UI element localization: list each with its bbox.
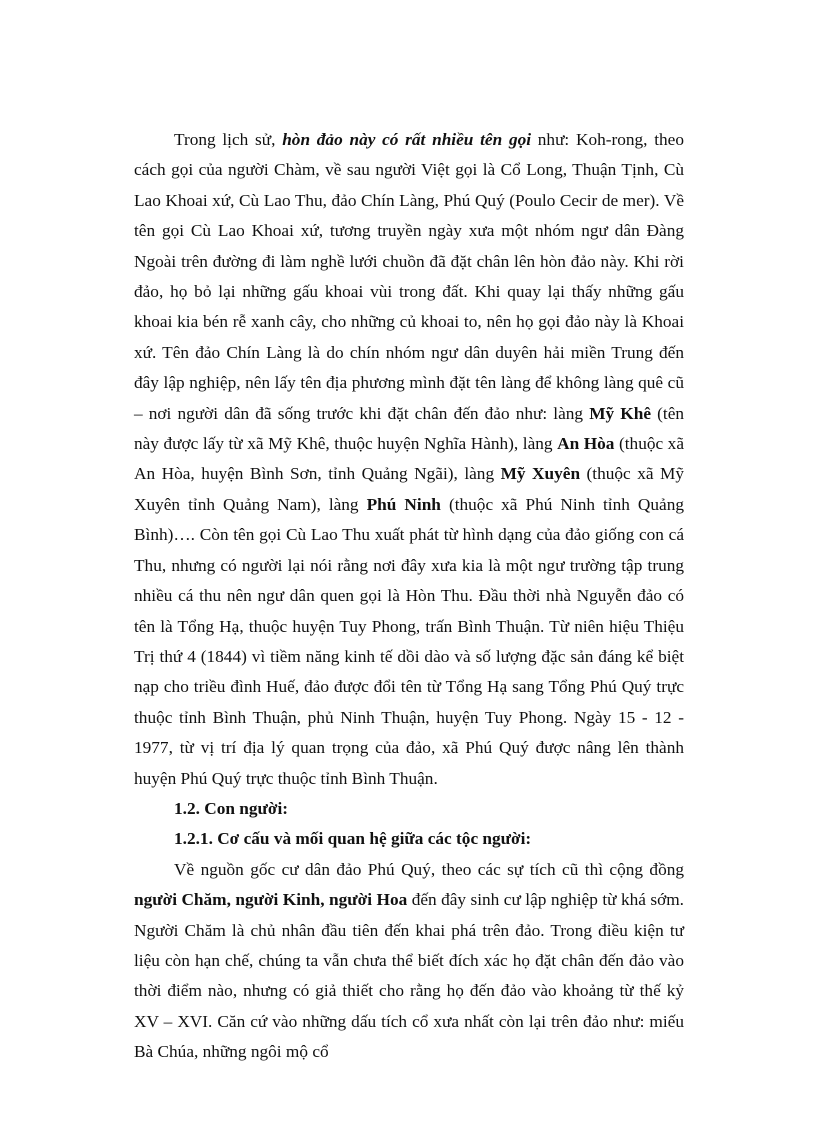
- subsection-heading-ethnic-structure: 1.2.1. Cơ cấu và mối quan hệ giữa các tộc người:: [174, 829, 532, 849]
- document-body: [134, 125, 684, 1068]
- ethnic-groups-text: người Chăm, người Kinh, người Hoa: [134, 890, 408, 910]
- text-run: như: Koh-rong, theo cách gọi của người Chàm, về sau người Việt gọi là Cổ Long, Thuận Tịnh, Cù Lao Khoai xứ, Cù Lao Thu, đảo Chín Làng, Phú Quý (Poulo Cecir de mer). Về tên gọi Cù Lao Khoai xứ, tương truyền ngày xưa một nhóm ngư dân Đàng Ngoài trên đường đi làm nghề lưới chuồn đã đặt chân lên hòn đảo này. Khi rời đảo, họ bỏ lại những gấu khoai vùi trong đất. Khi quay lại thấy những gấu khoai kia bén rễ xanh cây, cho những củ khoai to, nên họ gọi đảo này là Khoai xứ. Tên đảo Chín Làng là do chín nhóm ngư dân duyên hải miền Trung đến đây lập nghiệp, nên lấy tên địa phương mình đặt tên làng để không làng quê cũ – nơi người dân đã sống trước khi đặt chân đến đảo như: làng: [134, 130, 684, 423]
- section-heading-people: 1.2. Con người:: [174, 798, 289, 818]
- village-name-an-hoa: An Hòa: [557, 434, 615, 454]
- text-run: (thuộc xã Mỹ Xuyên tỉnh Quảng Nam), làng: [134, 464, 685, 514]
- emphasis-text: hòn đảo này có rất nhiều tên gọi: [282, 130, 532, 149]
- text-run: (thuộc xã Phú Ninh tỉnh Quảng Bình)…. Còn tên gọi Cù Lao Thu xuất phát từ hình dạng của đảo giống con cá Thu, nhưng có người lại nói rằng nơi đây xưa kia là một ngư trường tập trung nhiều cá thu nên ngư dân quen gọi là Hòn Thu. Đầu thời nhà Nguyễn đảo có tên là Tổng Hạ, thuộc huyện Tuy Phong, trấn Bình Thuận. Từ niên hiệu Thiệu Trị thứ 4 (1844) vì tiềm năng kinh tế dồi dào và số lượng đặc sản đáng kể biệt nạp cho triều đình Huế, đảo được đổi tên từ Tổng Hạ sang Tổng Phú Quý trực thuộc tỉnh Bình Thuận, phủ Ninh Thuận, huyện Tuy Phong. Ngày 15 - 12 - 1977, từ vị trí địa lý quan trọng của đảo, xã Phú Quý được nâng lên thành huyện Phú Quý trực thuộc tỉnh Bình Thuận.: [134, 494, 684, 788]
- text-run: đến đây sinh cư lập nghiệp từ khá sớm. Người Chăm là chủ nhân đầu tiên đến khai phá trên đảo. Trong điều kiện tư liệu còn hạn chế, chúng ta vẫn chưa thể biết đích xác họ đặt chân đến đảo vào thời điểm nào, nhưng có giả thiết cho rằng họ đến đảo vào khoảng từ thế kỷ XV – XVI. Căn cứ vào những dấu tích cổ xưa nhất còn lại trên đảo như: miếu Bà Chúa, những ngôi mộ cổ: [134, 890, 684, 1062]
- village-name-my-khe: Mỹ Khê: [589, 403, 652, 423]
- paragraph-population-origin: [134, 855, 684, 1068]
- paragraph-island-names: [134, 125, 684, 794]
- village-name-phu-ninh: Phú Ninh: [366, 494, 441, 514]
- text-run: (thuộc xã An Hòa, huyện Bình Sơn, tỉnh Quảng Ngãi), làng: [134, 434, 684, 484]
- text-run: (tên này được lấy từ xã Mỹ Khê, thuộc huyện Nghĩa Hành), làng: [134, 403, 685, 454]
- text-run: Trong lịch sử,: [174, 130, 283, 149]
- text-run: Về nguồn gốc cư dân đảo Phú Quý, theo các sự tích cũ thì cộng đồng: [174, 859, 684, 879]
- village-name-my-xuyen: Mỹ Xuyên: [500, 464, 581, 484]
